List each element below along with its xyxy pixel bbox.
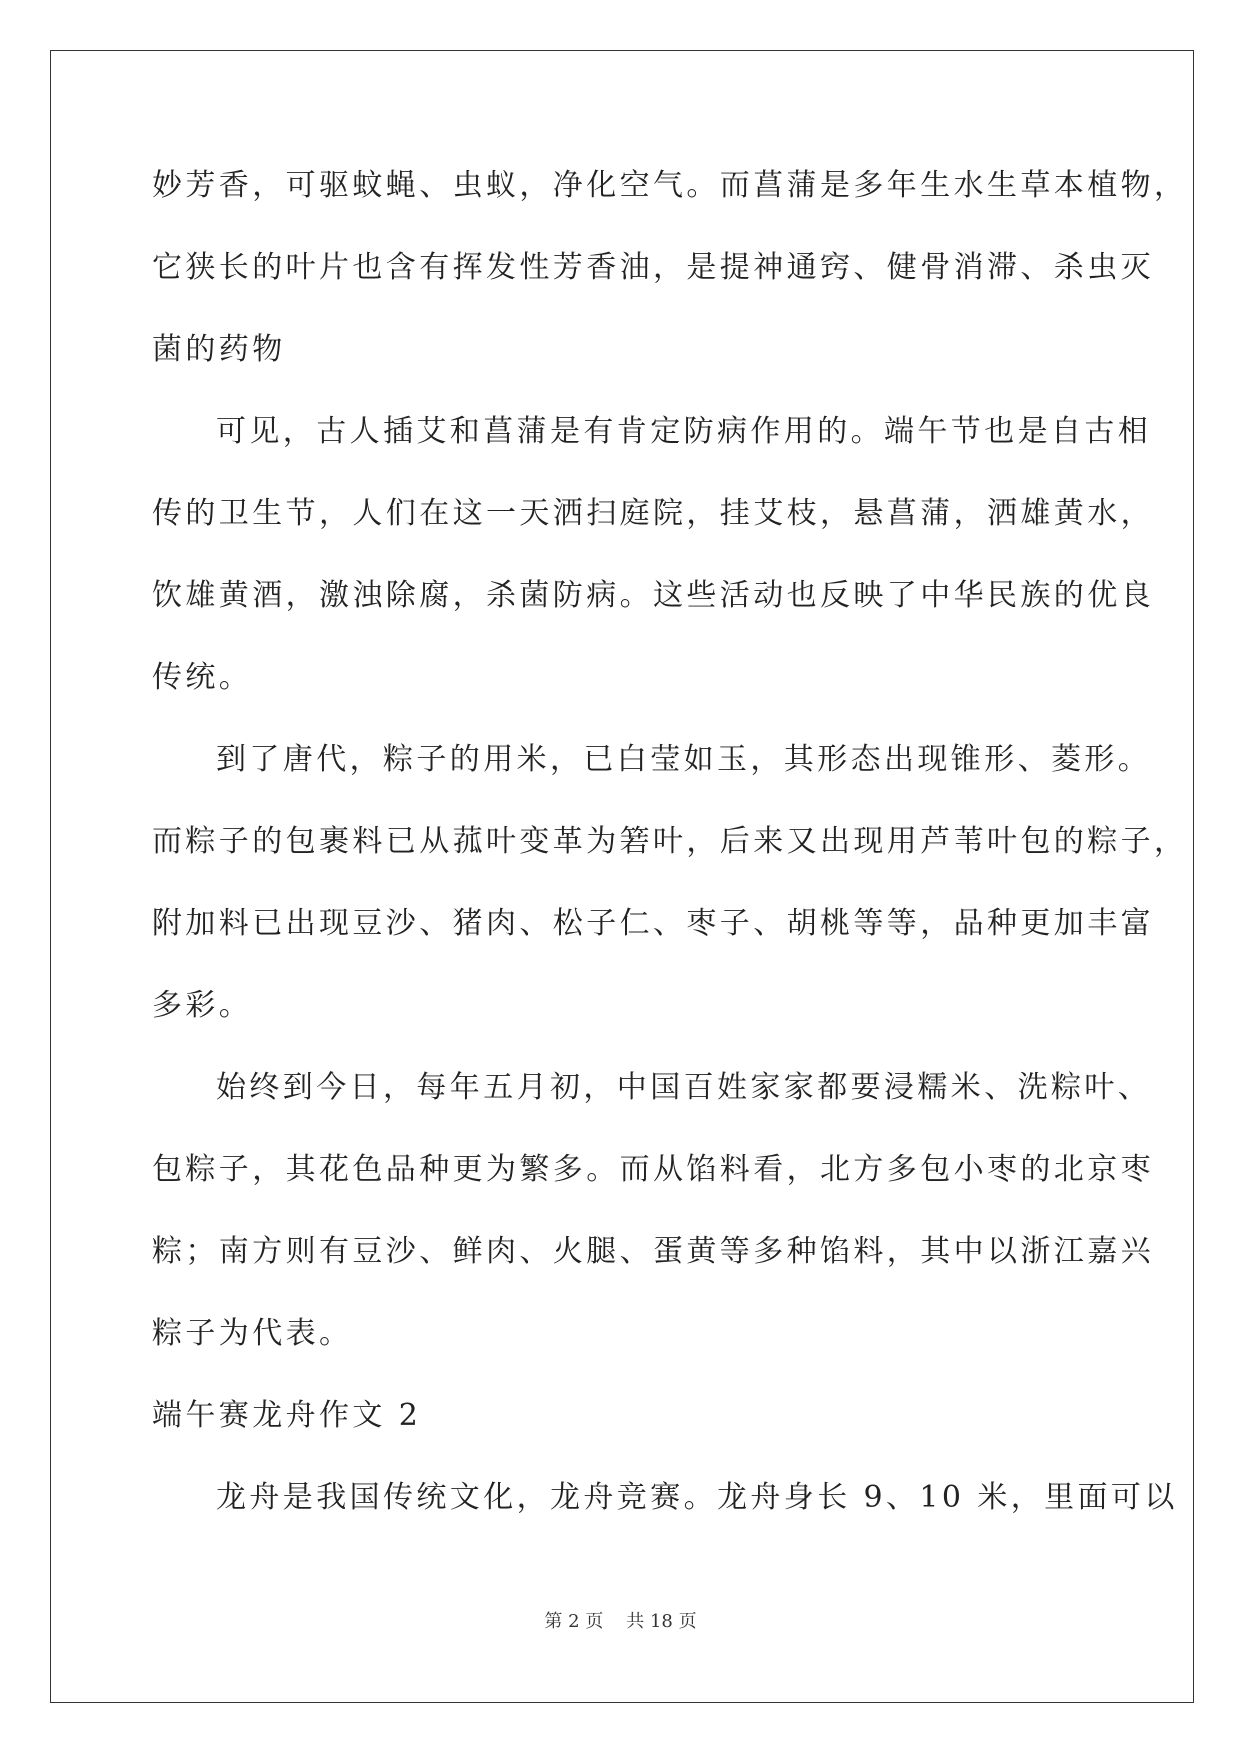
text-line: 粽子为代表。 bbox=[152, 1316, 353, 1351]
text-line: 粽；南方则有豆沙、鲜肉、火腿、蛋黄等多种馅料，其中以浙江嘉兴 bbox=[152, 1234, 1154, 1269]
document-body bbox=[152, 162, 1188, 1556]
text-line: 附加料已出现豆沙、猪肉、松子仁、枣子、胡桃等等，品种更加丰富 bbox=[152, 906, 1154, 941]
page-total: 共 18 页 bbox=[626, 1611, 697, 1632]
paragraph-start-line: 到了唐代，粽子的用米，已白莹如玉，其形态出现锥形、菱形。 bbox=[216, 742, 1152, 777]
text-line: 妙芳香，可驱蚊蝇、虫蚁，净化空气。而菖蒲是多年生水生草本植物， bbox=[152, 168, 1188, 203]
paragraph-start-line: 龙舟是我国传统文化，龙舟竞赛。龙舟身长 9、10 米，里面可以 bbox=[216, 1480, 1178, 1515]
text-line: 多彩。 bbox=[152, 988, 253, 1023]
paragraph-start-line: 可见，古人插艾和菖蒲是有肯定防病作用的。端午节也是自古相 bbox=[216, 414, 1152, 449]
text-line: 菌的药物 bbox=[152, 332, 286, 367]
page-footer bbox=[0, 1607, 1241, 1633]
section-heading: 端午赛龙舟作文 2 bbox=[152, 1398, 422, 1433]
text-line: 它狭长的叶片也含有挥发性芳香油，是提神通窍、健骨消滞、杀虫灭 bbox=[152, 250, 1154, 285]
text-line: 传的卫生节，人们在这一天洒扫庭院，挂艾枝，悬菖蒲，洒雄黄水， bbox=[152, 496, 1154, 531]
text-line: 饮雄黄酒，激浊除腐，杀菌防病。这些活动也反映了中华民族的优良 bbox=[152, 578, 1154, 613]
text-line: 而粽子的包裹料已从菰叶变革为箬叶，后来又出现用芦苇叶包的粽子， bbox=[152, 824, 1188, 859]
page-number: 第 2 页 bbox=[544, 1611, 604, 1632]
paragraph-start-line: 始终到今日，每年五月初，中国百姓家家都要浸糯米、洗粽叶、 bbox=[216, 1070, 1152, 1105]
text-line: 传统。 bbox=[152, 660, 253, 695]
text-line: 包粽子，其花色品种更为繁多。而从馅料看，北方多包小枣的北京枣 bbox=[152, 1152, 1154, 1187]
